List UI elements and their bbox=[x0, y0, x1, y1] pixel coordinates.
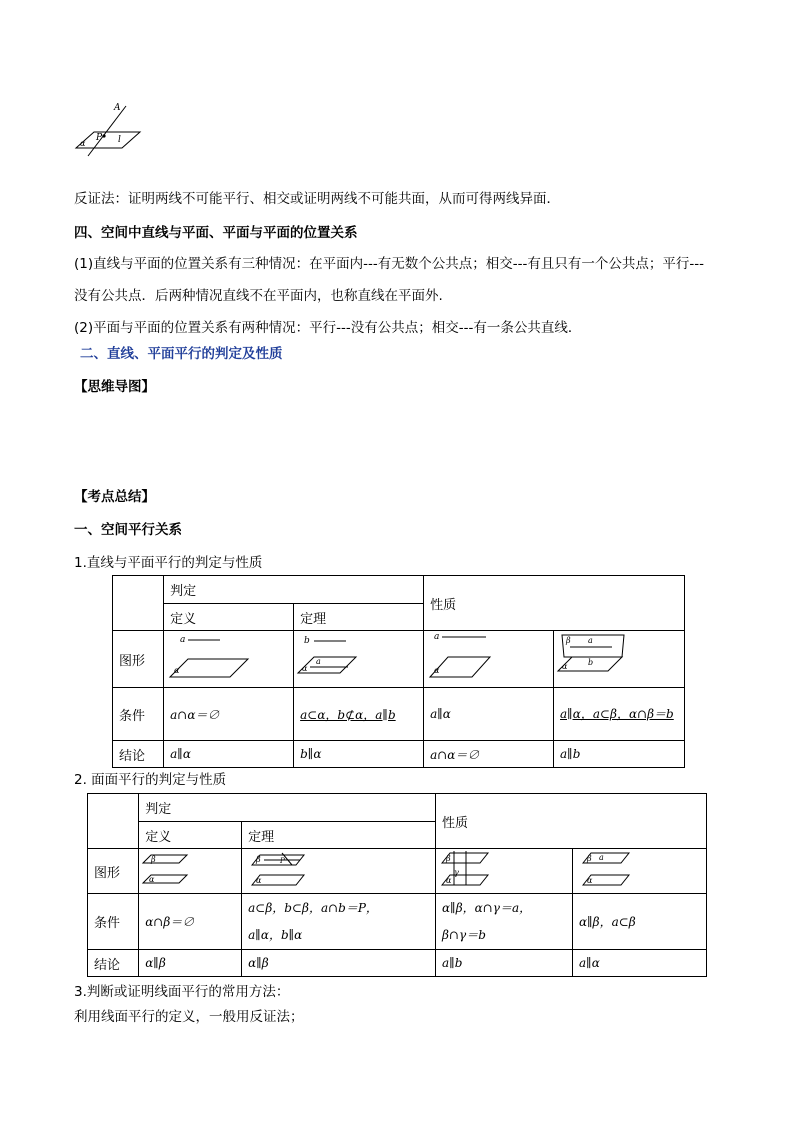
label-P: P bbox=[96, 133, 103, 143]
figure-theorem bbox=[294, 631, 422, 683]
svg-text:b: b bbox=[588, 658, 594, 667]
figure2-theorem bbox=[242, 849, 432, 889]
figure-property-1 bbox=[424, 631, 552, 683]
svg-text:α: α bbox=[256, 876, 262, 885]
summary-heading: 【考点总结】 bbox=[74, 489, 155, 505]
svg-text:β: β bbox=[566, 636, 571, 645]
svg-text:α: α bbox=[149, 875, 155, 884]
concl2-theorem: α∥β bbox=[248, 955, 269, 970]
svg-text:α: α bbox=[446, 876, 452, 885]
figure2-property-2 bbox=[573, 849, 705, 889]
svg-text:β: β bbox=[256, 855, 261, 864]
dingyi-header-2: 定义 bbox=[139, 822, 242, 849]
dingli-header-2: 定理 bbox=[242, 822, 436, 849]
svg-text:a: a bbox=[588, 636, 593, 645]
mindmap-heading: 【思维导图】 bbox=[74, 379, 155, 395]
label-A: A bbox=[114, 103, 121, 113]
cond2-theorem-a: a⊂β，b⊂β，a∩b＝P， bbox=[248, 900, 378, 915]
cond2-prop-2: α∥β，a⊂β bbox=[579, 915, 636, 929]
tiaojian-label-2: 条件 bbox=[88, 894, 139, 950]
svg-text:P: P bbox=[280, 857, 285, 865]
concl-prop-1: a∩α＝∅ bbox=[430, 747, 480, 762]
svg-text:α: α bbox=[562, 662, 568, 671]
jielun-label: 结论 bbox=[113, 741, 164, 768]
svg-text:b: b bbox=[304, 636, 310, 646]
figure-def bbox=[164, 631, 292, 683]
cond2-theorem-b: a∥α，b∥α bbox=[248, 927, 303, 942]
xingzhi-header: 性质 bbox=[424, 576, 685, 631]
para-1b: 没有公共点．后两种情况直线不在平面内，也称直线在平面外. bbox=[74, 288, 443, 304]
figure2-property-1 bbox=[436, 849, 571, 889]
concl-prop-2: a∥b bbox=[560, 746, 581, 761]
sub-heading-1: 一、空间平行关系 bbox=[74, 522, 182, 538]
dingyi-header: 定义 bbox=[164, 604, 294, 631]
table1-title: 1.直线与平面平行的判定与性质 bbox=[74, 555, 263, 571]
label-l: l bbox=[118, 135, 121, 145]
panding-header: 判定 bbox=[164, 576, 424, 604]
concl2-prop-1: a∥b bbox=[442, 955, 463, 970]
xingzhi-header-2: 性质 bbox=[436, 794, 707, 849]
line-plane-figure bbox=[74, 100, 146, 158]
concl2-prop-2: a∥α bbox=[579, 955, 600, 970]
cond-prop-1: a∥α bbox=[430, 706, 451, 721]
cond-theorem: a⊂α，b⊄α，a∥b bbox=[300, 707, 396, 722]
panding-header-2: 判定 bbox=[139, 794, 436, 822]
cond2-prop-1b: β∩γ＝b bbox=[442, 927, 486, 942]
figure2-def bbox=[139, 849, 239, 889]
svg-text:β: β bbox=[151, 855, 156, 864]
dingli-header: 定理 bbox=[294, 604, 424, 631]
section-4-heading: 四、空间中直线与平面、平面与平面的位置关系 bbox=[74, 225, 358, 241]
svg-text:α: α bbox=[174, 666, 180, 675]
para-1a: (1)直线与平面的位置关系有三种情况：在平面内---有无数个公共点；相交---有且只有一个公共点；平行--- bbox=[74, 256, 704, 272]
concl-theorem: b∥α bbox=[300, 746, 322, 761]
table-plane-plane-parallel bbox=[87, 793, 707, 977]
svg-text:a: a bbox=[180, 635, 186, 645]
tiaojian-label: 条件 bbox=[113, 688, 164, 741]
table-line-plane-parallel bbox=[112, 575, 685, 768]
svg-text:α: α bbox=[302, 664, 308, 673]
cond-def: a∩α＝∅ bbox=[170, 707, 220, 722]
svg-text:β: β bbox=[587, 854, 592, 863]
jielun-label-2: 结论 bbox=[88, 950, 139, 977]
svg-text:γ: γ bbox=[454, 868, 459, 877]
cond2-prop-1a: α∥β，α∩γ＝a， bbox=[442, 900, 532, 915]
method-item-1: 利用线面平行的定义，一般用反证法； bbox=[74, 1009, 304, 1025]
svg-text:a: a bbox=[599, 853, 604, 862]
concl2-def: α∥β bbox=[145, 955, 166, 970]
concl-def: a∥α bbox=[170, 746, 191, 761]
svg-text:a: a bbox=[316, 657, 321, 666]
figure-property-2 bbox=[554, 631, 682, 683]
section-2-heading: 二、直线、平面平行的判定及性质 bbox=[80, 346, 283, 362]
para-2: (2)平面与平面的位置关系有两种情况：平行---没有公共点；相交---有一条公共直线． bbox=[74, 320, 582, 336]
svg-text:β: β bbox=[446, 854, 451, 863]
tuxing-label-2: 图形 bbox=[88, 849, 139, 894]
svg-text:α: α bbox=[587, 876, 593, 885]
svg-text:α: α bbox=[434, 666, 440, 675]
svg-text:a: a bbox=[434, 632, 440, 642]
label-alpha: α bbox=[80, 139, 86, 148]
fanzheng-text: 反证法：证明两线不可能平行、相交或证明两线不可能共面，从而可得两线异面． bbox=[74, 191, 560, 207]
cond-prop-2: a∥α，a⊂β，α∩β＝b bbox=[560, 706, 674, 721]
method-heading: 3.判断或证明线面平行的常用方法： bbox=[74, 984, 290, 1000]
tuxing-label: 图形 bbox=[113, 631, 164, 688]
table2-title: 2. 面面平行的判定与性质 bbox=[74, 772, 227, 788]
cond2-def: α∩β＝∅ bbox=[145, 915, 195, 929]
